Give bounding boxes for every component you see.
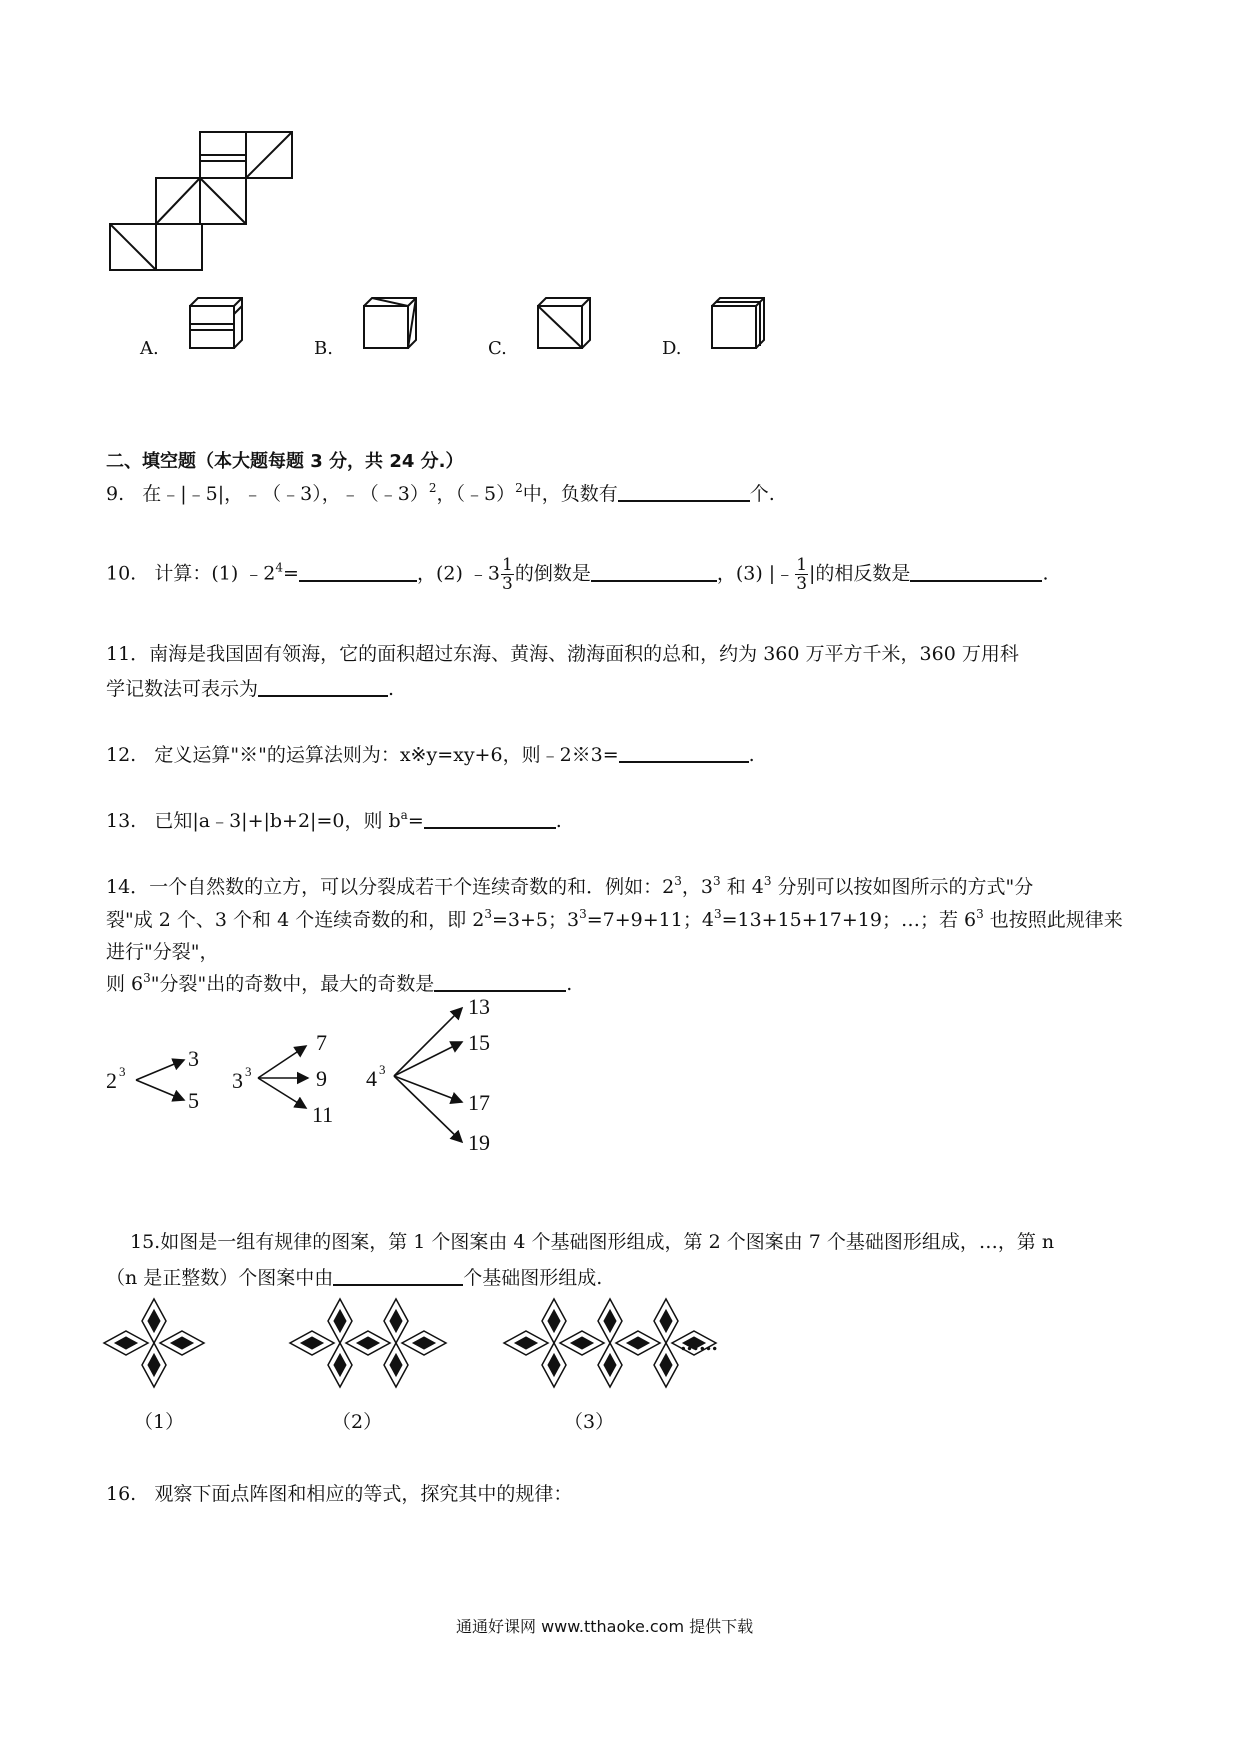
option-d: D. — [662, 338, 682, 359]
tree-exp: 3 — [379, 1062, 386, 1077]
option-a: A. — [140, 338, 159, 359]
q13-number: 13. — [106, 810, 137, 832]
tree-base-2: 2 — [106, 1068, 117, 1093]
tree-value: 19 — [468, 1130, 490, 1155]
footer: 通通好课网 www.tthaoke.com 提供下载 — [456, 1617, 754, 1636]
diamond-shape — [160, 1331, 204, 1355]
tree-value: 13 — [468, 994, 490, 1019]
question-9: 9. 在﹣|﹣5|，﹣（﹣3），﹣（﹣3）$^2$，（﹣5）$^2$中，负数有 个. — [106, 481, 775, 505]
diamond-shape — [560, 1331, 604, 1355]
diamond-shape — [598, 1343, 622, 1387]
diamond-shape — [328, 1343, 352, 1387]
tree-exp: 3 — [245, 1064, 252, 1079]
pattern-label-1: （1） — [134, 1411, 185, 1433]
diamond-shape — [654, 1299, 678, 1343]
tree-value: 15 — [468, 1030, 490, 1055]
diamond-shape — [142, 1299, 166, 1343]
question-15-line1: 15.如图是一组有规律的图案，第 1 个图案由 4 个基础图形组成，第 2 个图案由 7 个基础图形组成，…，第 n — [130, 1231, 1055, 1253]
tree-value: 7 — [316, 1030, 327, 1055]
diamond-shape — [384, 1343, 408, 1387]
question-14-line4: 则 $6^3$"分裂"出的奇数中，最大的奇数是 . — [106, 971, 573, 995]
diamond-shape — [598, 1299, 622, 1343]
diamond-shape — [402, 1331, 446, 1355]
option-c: C. — [488, 338, 507, 359]
tree-value: 9 — [316, 1066, 327, 1091]
pattern-label-3: （3） — [564, 1411, 615, 1433]
question-12: 12. 定义运算"※"的运算法则为：x※y=xy+6，则﹣2※3= . — [106, 744, 755, 766]
question-10: 10. 计算：(1) $﹣2^4=$ ，(2) ﹣3 $\frac{1}{3}$ 的倒数是 ，(3) |﹣ $\frac{1}{3}$ |的相反数是 . — [106, 555, 1049, 594]
tree-value: 11 — [312, 1102, 334, 1127]
q12-number: 12. — [106, 744, 137, 766]
diamond-shape — [542, 1299, 566, 1343]
question-13: 13. 已知|a﹣3|+|b+2|=0，则 $b^a=$ . — [106, 808, 562, 832]
question-11-line2: 学记数法可表示为 . — [106, 678, 395, 700]
diamond-shape — [104, 1331, 148, 1355]
q9-number: 9. — [106, 483, 125, 505]
diamond-shape — [504, 1331, 548, 1355]
tree-value: 17 — [468, 1090, 490, 1115]
tree-base-3: 3 — [232, 1068, 243, 1093]
fraction: $\frac{1}{3}$ — [502, 555, 513, 594]
question-14-line3: 进行"分裂"， — [106, 941, 219, 963]
question-14-line1: 14．一个自然数的立方，可以分裂成若干个连续奇数的和．例如：$2^3$，$3^3$ 和 $4^3$ 分别可以按如图所示的方式"分 — [106, 874, 1034, 898]
q10-number: 10. — [106, 562, 137, 585]
option-b: B. — [314, 338, 333, 359]
diamond-shape — [542, 1343, 566, 1387]
fraction: $\frac{1}{3}$ — [796, 555, 808, 594]
diamond-shape — [142, 1343, 166, 1387]
question-15-line2: （n 是正整数）个图案中由 个基础图形组成. — [106, 1267, 603, 1289]
question-16: 16. 观察下面点阵图和相应的等式，探究其中的规律： — [106, 1483, 573, 1505]
tree-value: 3 — [188, 1046, 199, 1071]
tree-exp: 3 — [119, 1064, 126, 1079]
diamond-shape — [616, 1331, 660, 1355]
diamond-shape — [654, 1343, 678, 1387]
pattern-ellipsis: …… — [680, 1333, 718, 1355]
tree-value: 5 — [188, 1088, 199, 1113]
question-14-line2: 裂"成 2 个、3 个和 4 个连续奇数的和，即 $2^3=3+5$；$3^3=7+9+11$；$4^3=13+15+17+19$；…；若 $6^3$ 也按照此规律来 — [106, 907, 1123, 931]
q16-number: 16. — [106, 1483, 137, 1505]
question-11-line1: 11．南海是我国固有领海，它的面积超过东海、黄海、渤海面积的总和，约为 360 万平方千米，360 万用科 — [106, 643, 1019, 665]
diamond-shape — [328, 1299, 352, 1343]
section-heading: 二、填空题（本大题每题 3 分，共 24 分.） — [106, 451, 464, 472]
pattern-label-2: （2） — [332, 1411, 383, 1433]
diamond-shape — [384, 1299, 408, 1343]
diamond-shape — [346, 1331, 390, 1355]
diamond-shape — [290, 1331, 334, 1355]
tree-base-4: 4 — [366, 1066, 377, 1091]
